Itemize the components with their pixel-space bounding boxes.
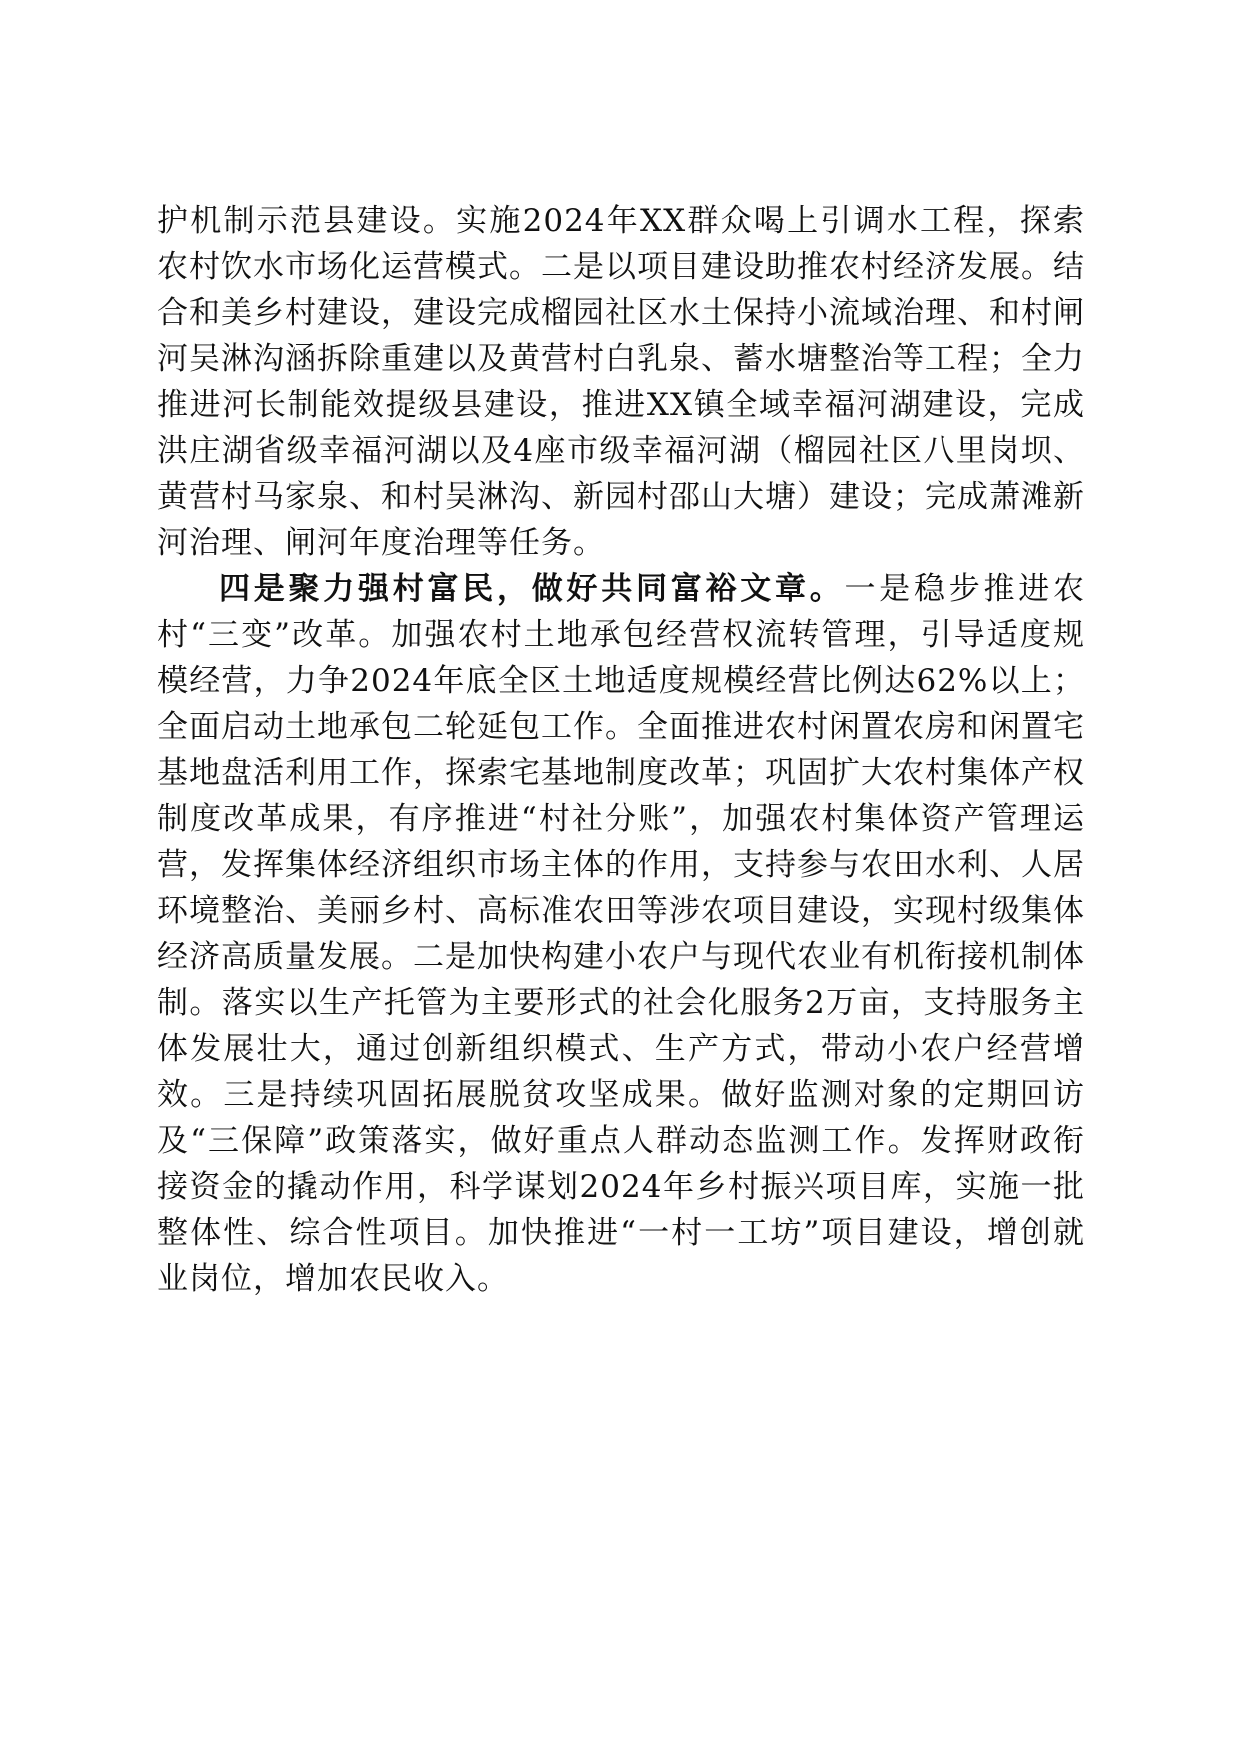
paragraph-text: 护机制示范县建设。实施2024年XX群众喝上引调水工程，探索农村饮水市场化运营模式。二是以项目建设助推农村经济发展。结合和美乡村建设，建设完成榴园社区水土保持小流域治理、和村闸河吴淋沟涵拆除重建以及黄营村白乳泉、蓄水塘整治等工程；全力推进河长制能效提级县建设，推进XX镇全域幸福河湖建设，完成洪庄湖省级幸福河湖以及4座市级幸福河湖（榴园社区八里岗坝、黄营村马家泉、和村吴淋沟、新园村邵山大塘）建设；完成萧滩新河治理、闸河年度治理等任务。 xyxy=(157,203,1085,561)
body-text xyxy=(157,198,1085,1302)
paragraph-continuation xyxy=(157,198,1085,566)
paragraph-text: 一是稳步推进农村“三变”改革。加强农村土地承包经营权流转管理，引导适度规模经营，力争2024年底全区土地适度规模经营比例达62%以上；全面启动土地承包二轮延包工作。全面推进农村闲置农房和闲置宅基地盘活利用工作，探索宅基地制度改革；巩固扩大农村集体产权制度改革成果，有序推进“村社分账”，加强农村集体资产管理运营，发挥集体经济组织市场主体的作用，支持参与农田水利、人居环境整治、美丽乡村、高标准农田等涉农项目建设，实现村级集体经济高质量发展。二是加快构建小农户与现代农业有机衔接机制体制。落实以生产托管为主要形式的社会化服务2万亩，支持服务主体发展壮大，通过创新组织模式、生产方式，带动小农户经营增效。三是持续巩固拓展脱贫攻坚成果。做好监测对象的定期回访及“三保障”政策落实，做好重点人群动态监测工作。发挥财政衔接资金的撬动作用，科学谋划2024年乡村振兴项目库，实施一批整体性、综合性项目。加快推进“一村一工坊”项目建设，增创就业岗位，增加农民收入。 xyxy=(157,571,1085,1297)
paragraph-section-four xyxy=(157,566,1085,1302)
section-heading: 四是聚力强村富民，做好共同富裕文章。 xyxy=(219,571,845,607)
